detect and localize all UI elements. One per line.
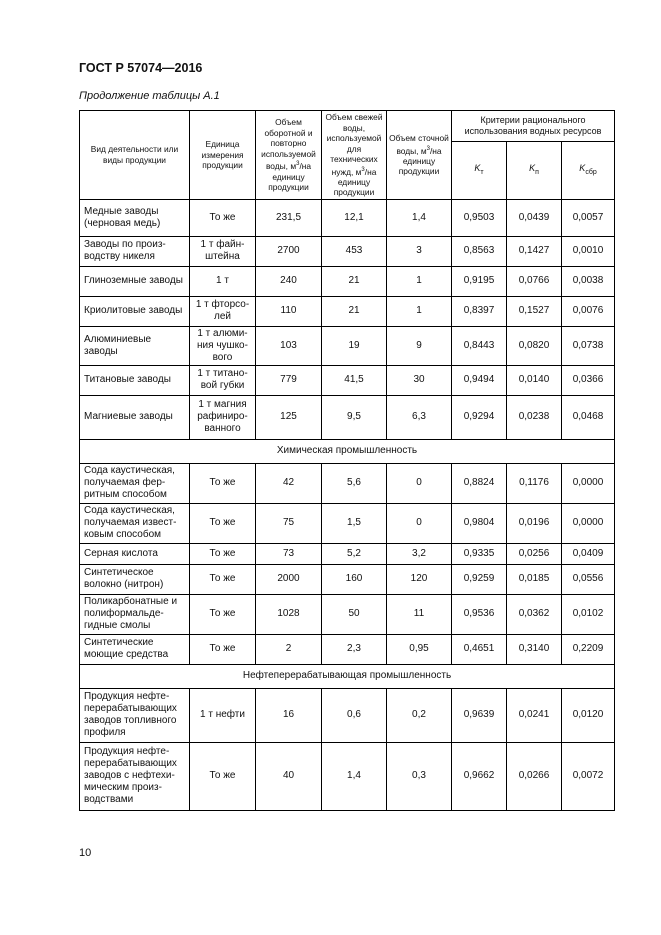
activity-cell: Медные заводы (черновая медь) (80, 199, 190, 236)
waste-water-cell: 0,2 (387, 688, 452, 742)
kt-cell: 0,9294 (452, 395, 507, 439)
unit-cell: То же (190, 463, 256, 503)
unit-cell: 1 т (190, 266, 256, 296)
k-subscript: сбр (585, 168, 597, 176)
header-waste-text: Объем сточной воды, м (389, 133, 449, 156)
activity-cell: Серная кислота (80, 543, 190, 564)
waste-water-cell: 0,95 (387, 634, 452, 664)
unit-cell: 1 т фторсолей (190, 296, 256, 326)
recycled-water-cell: 2700 (256, 236, 322, 266)
kp-cell: 0,3140 (507, 634, 562, 664)
activity-cell: Сода каустическая, получаемая ферритным способом (80, 463, 190, 503)
recycled-water-cell: 2000 (256, 564, 322, 594)
fresh-water-cell: 21 (322, 296, 387, 326)
activity-cell: Заводы по производству никеля (80, 236, 190, 266)
kt-cell: 0,9259 (452, 564, 507, 594)
table-row (80, 266, 615, 296)
activity-cell: Синтетические моющие средства (80, 634, 190, 664)
kt-cell: 0,4651 (452, 634, 507, 664)
waste-water-cell: 1 (387, 296, 452, 326)
document-header: ГОСТ Р 57074—2016 (79, 61, 203, 75)
kp-cell: 0,0256 (507, 543, 562, 564)
k-subscript: п (535, 168, 539, 176)
recycled-water-cell: 40 (256, 742, 322, 810)
unit-cell: 1 т файнштейна (190, 236, 256, 266)
recycled-water-cell: 1028 (256, 594, 322, 634)
table-row (80, 199, 615, 236)
activity-cell: Криолитовые заводы (80, 296, 190, 326)
kp-cell: 0,1527 (507, 296, 562, 326)
section-title: Химическая промышленность (80, 439, 615, 463)
table-row (80, 236, 615, 266)
header-kp (507, 141, 562, 199)
table-row (80, 543, 615, 564)
fresh-water-cell: 50 (322, 594, 387, 634)
section-row (80, 439, 615, 463)
activity-cell: Алюминиевые заводы (80, 326, 190, 365)
ksbr-cell: 0,0366 (562, 365, 615, 395)
k-letter: K (474, 162, 481, 173)
header-waste-water (387, 111, 452, 200)
fresh-water-cell: 5,6 (322, 463, 387, 503)
kt-cell: 0,9494 (452, 365, 507, 395)
header-activity: Вид деятельности или виды продукции (80, 111, 190, 200)
k-subscript: т (480, 168, 484, 176)
recycled-water-cell: 110 (256, 296, 322, 326)
recycled-water-cell: 103 (256, 326, 322, 365)
header-recycled-text: Объем оборотной и повторно используемой воды, м (261, 117, 316, 172)
k-letter: K (579, 162, 586, 173)
table-caption: Продолжение таблицы А.1 (79, 90, 220, 102)
cube-superscript: 3 (361, 166, 365, 173)
kp-cell: 0,0439 (507, 199, 562, 236)
table-row (80, 634, 615, 664)
waste-water-cell: 3,2 (387, 543, 452, 564)
activity-cell: Продукция нефтеперерабатывающих заводов топливного профиля (80, 688, 190, 742)
activity-cell: Сода каустическая, получаемая известковым способом (80, 503, 190, 543)
ksbr-cell: 0,0038 (562, 266, 615, 296)
header-fresh-water (322, 111, 387, 200)
kp-cell: 0,0196 (507, 503, 562, 543)
ksbr-cell: 0,2209 (562, 634, 615, 664)
unit-cell: То же (190, 199, 256, 236)
waste-water-cell: 120 (387, 564, 452, 594)
kp-cell: 0,0241 (507, 688, 562, 742)
recycled-water-cell: 75 (256, 503, 322, 543)
recycled-water-cell: 240 (256, 266, 322, 296)
table-row (80, 503, 615, 543)
fresh-water-cell: 453 (322, 236, 387, 266)
kp-cell: 0,0140 (507, 365, 562, 395)
recycled-water-cell: 16 (256, 688, 322, 742)
waste-water-cell: 11 (387, 594, 452, 634)
fresh-water-cell: 41,5 (322, 365, 387, 395)
table-row (80, 742, 615, 810)
fresh-water-cell: 2,3 (322, 634, 387, 664)
fresh-water-cell: 5,2 (322, 543, 387, 564)
fresh-water-cell: 9,5 (322, 395, 387, 439)
section-row (80, 664, 615, 688)
ksbr-cell: 0,0120 (562, 688, 615, 742)
unit-cell: 1 т нефти (190, 688, 256, 742)
waste-water-cell: 0 (387, 463, 452, 503)
kp-cell: 0,0362 (507, 594, 562, 634)
kp-cell: 0,0820 (507, 326, 562, 365)
per-unit-text: /на единицу продукции (268, 161, 312, 193)
header-recycled-water (256, 111, 322, 200)
unit-cell: 1 т алюминия чушкового (190, 326, 256, 365)
unit-cell: То же (190, 594, 256, 634)
waste-water-cell: 1,4 (387, 199, 452, 236)
fresh-water-cell: 0,6 (322, 688, 387, 742)
recycled-water-cell: 73 (256, 543, 322, 564)
activity-cell: Продукция нефтеперерабатывающих заводов с нефтехимическим производствами (80, 742, 190, 810)
kt-cell: 0,8563 (452, 236, 507, 266)
ksbr-cell: 0,0738 (562, 326, 615, 365)
kp-cell: 0,0766 (507, 266, 562, 296)
table-row (80, 296, 615, 326)
fresh-water-cell: 12,1 (322, 199, 387, 236)
unit-cell: То же (190, 742, 256, 810)
per-unit-text: /на единицу продукции (333, 166, 377, 198)
kt-cell: 0,8397 (452, 296, 507, 326)
ksbr-cell: 0,0076 (562, 296, 615, 326)
water-usage-table (79, 110, 615, 811)
cube-superscript: 3 (426, 145, 430, 152)
recycled-water-cell: 2 (256, 634, 322, 664)
waste-water-cell: 0 (387, 503, 452, 543)
activity-cell: Титановые заводы (80, 365, 190, 395)
ksbr-cell: 0,0468 (562, 395, 615, 439)
header-criteria: Критерии рационального использования водных ресурсов (452, 111, 615, 142)
kt-cell: 0,9536 (452, 594, 507, 634)
waste-water-cell: 6,3 (387, 395, 452, 439)
waste-water-cell: 3 (387, 236, 452, 266)
unit-cell: То же (190, 543, 256, 564)
kt-cell: 0,9639 (452, 688, 507, 742)
ksbr-cell: 0,0102 (562, 594, 615, 634)
ksbr-cell: 0,0409 (562, 543, 615, 564)
waste-water-cell: 1 (387, 266, 452, 296)
kp-cell: 0,0266 (507, 742, 562, 810)
table-row (80, 365, 615, 395)
table-row (80, 594, 615, 634)
waste-water-cell: 9 (387, 326, 452, 365)
kp-cell: 0,1427 (507, 236, 562, 266)
waste-water-cell: 0,3 (387, 742, 452, 810)
activity-cell: Синтетическое волокно (нитрон) (80, 564, 190, 594)
header-fresh-text: Объем свежей воды, используемой для технических нужд, м (325, 112, 383, 177)
fresh-water-cell: 19 (322, 326, 387, 365)
cube-superscript: 3 (296, 161, 300, 168)
ksbr-cell: 0,0010 (562, 236, 615, 266)
fresh-water-cell: 1,4 (322, 742, 387, 810)
kp-cell: 0,0185 (507, 564, 562, 594)
header-unit: Единица измерения продукции (190, 111, 256, 200)
unit-cell: То же (190, 634, 256, 664)
fresh-water-cell: 21 (322, 266, 387, 296)
ksbr-cell: 0,0072 (562, 742, 615, 810)
kt-cell: 0,9335 (452, 543, 507, 564)
table-row (80, 463, 615, 503)
table-row (80, 688, 615, 742)
kt-cell: 0,9662 (452, 742, 507, 810)
unit-cell: 1 т магния рафинированного (190, 395, 256, 439)
kt-cell: 0,8824 (452, 463, 507, 503)
ksbr-cell: 0,0000 (562, 503, 615, 543)
fresh-water-cell: 160 (322, 564, 387, 594)
section-title: Нефтеперерабатывающая промышленность (80, 664, 615, 688)
unit-cell: То же (190, 503, 256, 543)
fresh-water-cell: 1,5 (322, 503, 387, 543)
recycled-water-cell: 231,5 (256, 199, 322, 236)
kt-cell: 0,8443 (452, 326, 507, 365)
unit-cell: 1 т титановой губки (190, 365, 256, 395)
unit-cell: То же (190, 564, 256, 594)
table-row (80, 395, 615, 439)
kt-cell: 0,9804 (452, 503, 507, 543)
per-unit-text: /на единицу продукции (398, 145, 442, 177)
kt-cell: 0,9503 (452, 199, 507, 236)
kp-cell: 0,0238 (507, 395, 562, 439)
header-kt (452, 141, 507, 199)
recycled-water-cell: 125 (256, 395, 322, 439)
kt-cell: 0,9195 (452, 266, 507, 296)
table-row (80, 326, 615, 365)
activity-cell: Поликарбонатные и полиформальдегидные смолы (80, 594, 190, 634)
recycled-water-cell: 42 (256, 463, 322, 503)
table-row (80, 564, 615, 594)
recycled-water-cell: 779 (256, 365, 322, 395)
activity-cell: Глиноземные заводы (80, 266, 190, 296)
page-number: 10 (79, 847, 92, 859)
ksbr-cell: 0,0556 (562, 564, 615, 594)
waste-water-cell: 30 (387, 365, 452, 395)
ksbr-cell: 0,0000 (562, 463, 615, 503)
header-ksbr (562, 141, 615, 199)
k-letter: K (529, 162, 536, 173)
kp-cell: 0,1176 (507, 463, 562, 503)
activity-cell: Магниевые заводы (80, 395, 190, 439)
ksbr-cell: 0,0057 (562, 199, 615, 236)
